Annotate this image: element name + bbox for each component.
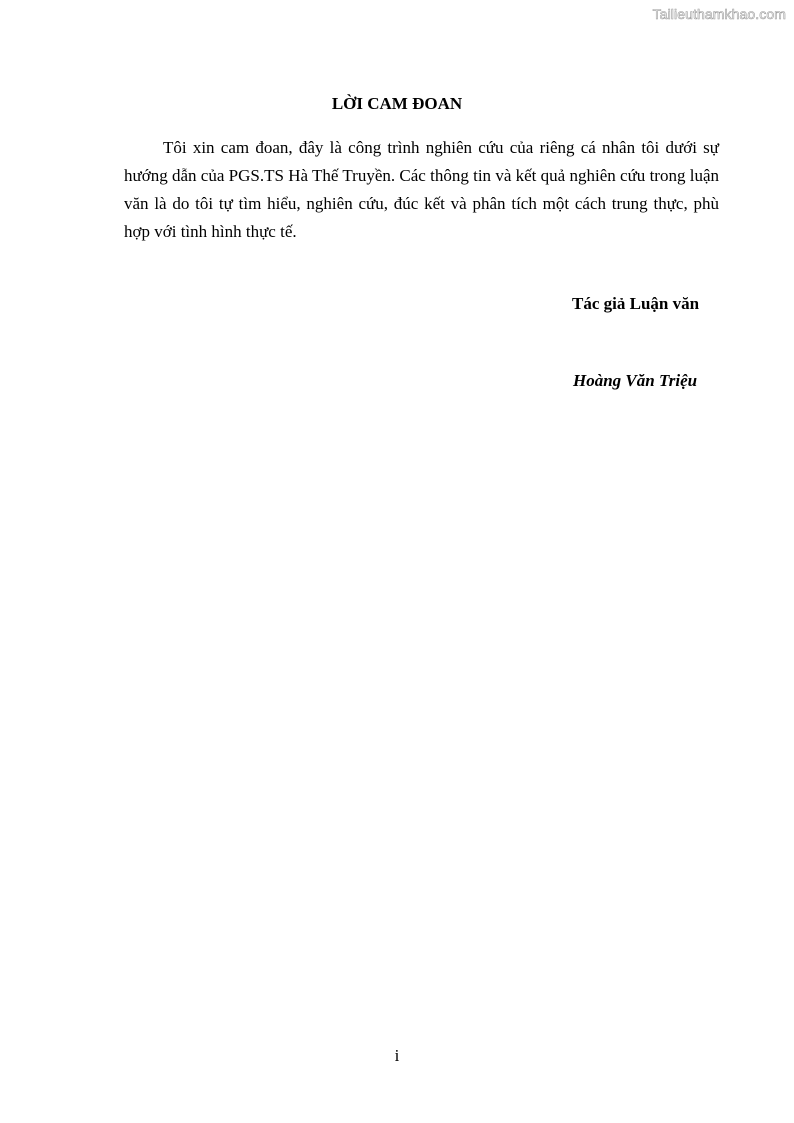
author-name: Hoàng Văn Triệu bbox=[573, 371, 698, 390]
page-number: i bbox=[394, 1046, 400, 1065]
declaration-paragraph: Tôi xin cam đoan, đây là công trình nghiên cứu của riêng cá nhân tôi dưới sự hướng dẫn của PGS.TS Hà Thế Truyền. Các thông tin và kết quả nghiên cứu trong luận văn là do tôi tự tìm hiểu, nghiên cứu, đúc kết và phân tích một cách trung thực, phù hợp với tình hình thực tế. bbox=[124, 138, 719, 241]
watermark-text: Tailieuthamkhao.com bbox=[652, 6, 786, 22]
page-title: LỜI CAM ĐOAN bbox=[331, 94, 463, 113]
author-role-label: Tác giả Luận văn bbox=[572, 294, 700, 313]
